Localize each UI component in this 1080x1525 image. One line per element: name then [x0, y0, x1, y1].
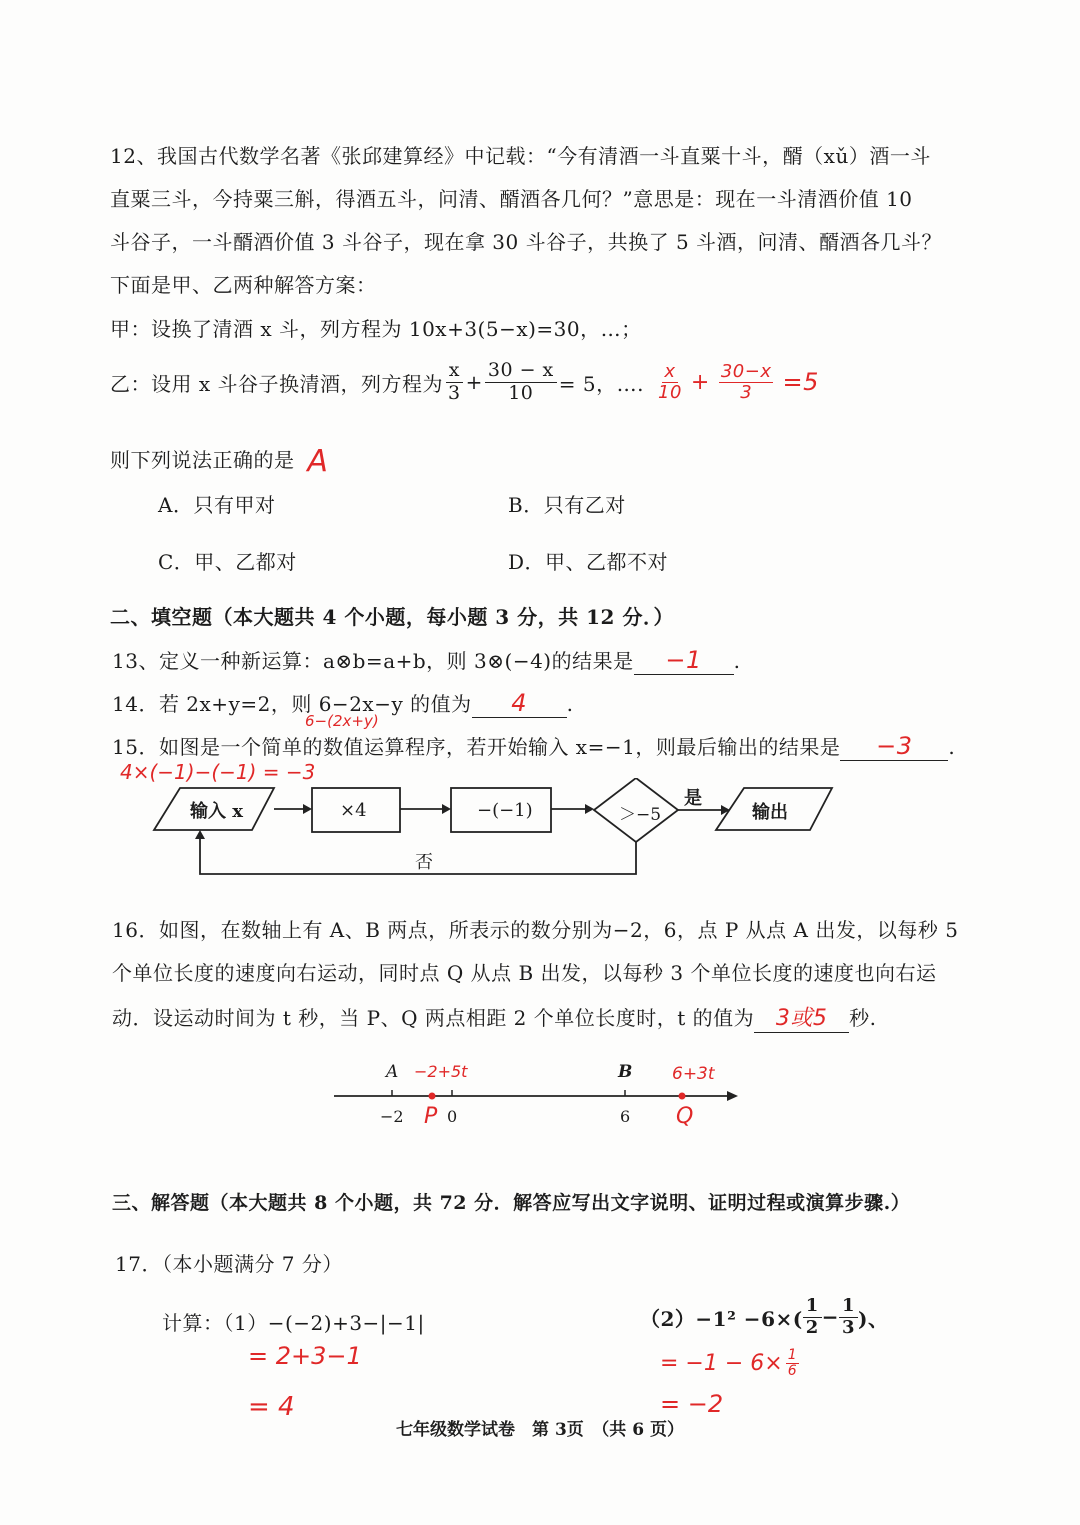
q14-text: 14．若 2x+y=2，则 6−2x−y 的值为 [112, 692, 472, 716]
q12-yi-frac1 [445, 360, 464, 405]
section3-title: 三、解答题（本大题共 8 个小题，共 72 分．解答应写出文字说明、证明过程或演算步骤.） [112, 1192, 911, 1214]
q12-option-c: C．甲、乙都对 [158, 550, 297, 574]
section2-title: 二、填空题（本大题共 4 个小题，每小题 3 分，共 12 分．） [110, 605, 674, 629]
q12-option-d: D．甲、乙都不对 [508, 550, 669, 574]
hw-frac2 [719, 362, 774, 403]
axis-label-b: B [618, 1062, 633, 1082]
flow-input-label: 输入 x [190, 801, 243, 822]
q16-line3 [112, 1001, 877, 1033]
arrowhead [721, 805, 730, 815]
q12-question-text: 则下列说法正确的是 [110, 448, 295, 472]
q17-part1-step1: = 2+3−1 [248, 1342, 362, 1370]
q14-end: . [566, 692, 574, 716]
q16-end: 秒. [849, 1006, 877, 1030]
frac-denominator: 6 [787, 1363, 797, 1380]
axis-hw-p: P [424, 1104, 438, 1129]
frac-denominator: 10 [658, 381, 682, 403]
q12-handwritten-correction [655, 362, 819, 403]
q15-end: . [948, 735, 956, 759]
q17-header: 17．（本小题满分 7 分） [115, 1252, 343, 1276]
q12-hw-answer: A [307, 444, 329, 479]
frac-numerator: 30−x [720, 361, 772, 382]
q15-answer-blank [840, 732, 948, 761]
q17-part1-step2: = 4 [248, 1392, 295, 1422]
q15 [112, 731, 955, 761]
axis-hw-q-expr: 6+3t [672, 1064, 715, 1084]
q17-part2 [640, 1296, 889, 1338]
q12-yi-frac2 [485, 360, 557, 405]
flow-minus-label: −(−1) [477, 800, 533, 821]
flow-decision-label: ＞−5 [619, 805, 662, 825]
flow-yes-label: 是 [684, 788, 702, 809]
hw-frac1 [658, 362, 682, 403]
axis-hw-p-expr: −2+5t [414, 1062, 468, 1081]
q16-line1: 16．如图，在数轴上有 A、B 两点，所表示的数分别为−2，6，点 P 从点 A 出发，以每秒 5 [112, 918, 959, 942]
q12-option-a: A．只有甲对 [158, 493, 276, 517]
q16-line2: 个单位长度的速度向右运动，同时点 Q 从点 B 出发，以每秒 3 个单位长度的速度也向右运 [112, 961, 937, 985]
q12-line2: 直粟三斗，今持粟三斛，得酒五斗，问清、醑酒各几何？”意思是：现在一斗清酒价值 10 [110, 187, 913, 211]
q17-part2-prefix: （2）−1² −6×( [640, 1306, 803, 1331]
q15-hw-answer: −3 [876, 732, 913, 760]
flow-times4-label: ×4 [340, 800, 367, 821]
point-p [429, 1093, 436, 1100]
q15-hw-note: 6−(2x+y) [305, 712, 379, 730]
q13-text: 13、定义一种新运算：a⊗b=a+b，则 3⊗(−4)的结果是 [112, 649, 634, 673]
axis-tick-label-6: 6 [620, 1107, 631, 1126]
hw-frac [786, 1348, 799, 1380]
q17-part2-frac1 [803, 1296, 822, 1338]
q12-line3: 斗谷子，一斗醑酒价值 3 斗谷子，现在拿 30 斗谷子，共换了 5 斗酒，问清、醑酒各几斗？ [110, 230, 943, 254]
hw-equals: =5 [782, 368, 819, 397]
q17-part2-step1 [660, 1348, 802, 1380]
q13-end: . [733, 649, 741, 673]
q14-answer-blank [472, 689, 567, 718]
q17-part2-step1-prefix: = −1 − 6× [660, 1351, 783, 1377]
frac-denominator: 10 [508, 381, 534, 404]
frac-numerator: x [446, 360, 463, 383]
q12-yi [110, 360, 644, 405]
frac-denominator: 2 [805, 1316, 819, 1338]
axis-arrowhead [727, 1091, 738, 1101]
q17-part1: 计算：（1）−(−2)+3−|−1| [162, 1311, 425, 1335]
frac-denominator: 3 [740, 381, 753, 403]
flow-no-label: 否 [415, 852, 433, 873]
axis-hw-q: Q [676, 1104, 694, 1129]
axis-label-a: A [386, 1062, 399, 1082]
q13-answer-blank [634, 646, 734, 675]
frac-numerator: 1 [839, 1296, 858, 1318]
axis-tick-label-neg2: −2 [380, 1107, 404, 1126]
q13-hw-answer: −1 [665, 646, 702, 674]
q17-part2-frac2 [839, 1296, 858, 1338]
q17-part2-suffix: )、 [858, 1306, 889, 1331]
arrowhead [195, 830, 205, 839]
q14-hw-answer: 4 [511, 689, 527, 717]
minus-sign: − [821, 1305, 840, 1330]
point-q [679, 1093, 686, 1100]
q12-option-b: B．只有乙对 [508, 493, 626, 517]
frac-numerator: 30 − x [485, 360, 557, 383]
frac-numerator: 1 [787, 1347, 797, 1363]
q15-flowchart [140, 778, 860, 882]
q13 [112, 645, 740, 675]
arrowhead [442, 804, 451, 814]
plus-sign: + [465, 370, 483, 395]
hw-plus: + [690, 369, 710, 395]
page-footer: 七年级数学试卷 第 3页 （共 6 页） [396, 1420, 684, 1440]
frac-numerator: x [664, 361, 676, 382]
q16-line3-text: 动．设运动时间为 t 秒，当 P、Q 两点相距 2 个单位长度时，t 的值为 [112, 1006, 755, 1030]
frac-denominator: 3 [842, 1316, 856, 1338]
q12-yi-prefix: 乙：设用 x 斗谷子换清酒，列方程为 [110, 371, 443, 396]
q16-hw-answer: 3或5 [775, 1006, 828, 1031]
q15-text: 15．如图是一个简单的数值运算程序，若开始输入 x=−1，则最后输出的结果是 [112, 735, 841, 759]
q12-question [110, 444, 328, 479]
axis-tick-label-0: 0 [447, 1107, 458, 1126]
arrowhead [303, 804, 312, 814]
frac-numerator: 1 [803, 1296, 822, 1318]
q15-hw-work: 4×(−1)−(−1) = −3 [120, 760, 316, 784]
arrowhead [585, 804, 594, 814]
flow-output-label: 输出 [752, 802, 788, 823]
q12-yi-suffix: = 5，…. [558, 371, 644, 396]
q12-line1: 12、我国古代数学名著《张邱建算经》中记载：“今有清酒一斗直粟十斗，醑（xǔ）酒一斗 [110, 144, 931, 168]
q12-jia: 甲：设换了清酒 x 斗，列方程为 10x+3(5−x)=30，…； [110, 317, 642, 341]
frac-denominator: 3 [448, 381, 461, 404]
q16-answer-blank [754, 1001, 849, 1033]
q12-line4: 下面是甲、乙两种解答方案： [110, 273, 377, 297]
q17-part2-step2: = −2 [660, 1390, 724, 1418]
